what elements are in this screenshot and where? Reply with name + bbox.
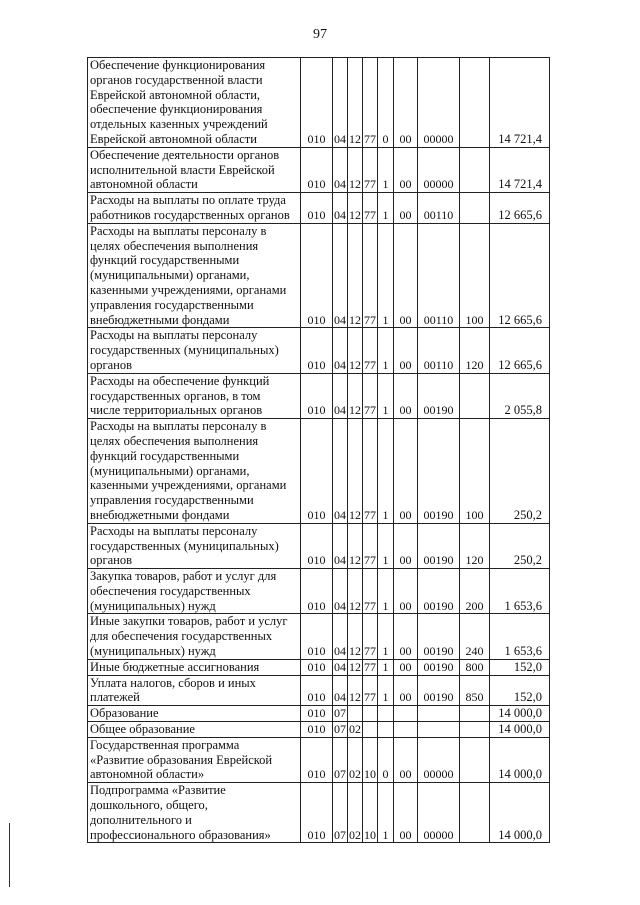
table-row	[88, 737, 550, 782]
row-name-line: Расходы на обеспечение функций	[90, 373, 270, 388]
code-gr: 010	[301, 783, 333, 843]
table-row	[88, 523, 550, 568]
code-rz: 07	[333, 783, 348, 843]
code-p2: 1	[378, 659, 394, 675]
code-p4: 00000	[418, 58, 460, 148]
code-p3: 00	[394, 614, 418, 659]
row-name-line: Иные закупки товаров, работ и услуг	[90, 614, 288, 629]
row-amount: 12 665,6	[490, 328, 550, 373]
row-name-line: Расходы на выплаты персоналу	[90, 328, 258, 343]
row-amount: 250,2	[490, 523, 550, 568]
row-name-line: органов	[90, 553, 133, 568]
code-p1: 77	[363, 328, 378, 373]
code-rz: 07	[334, 722, 346, 737]
row-name-line: целях обеспечения выполнения	[90, 433, 259, 448]
row-name-line: (муниципальными) органами,	[90, 268, 250, 283]
code-rz: 04	[333, 193, 348, 224]
row-name-line: государственных органов, в том	[90, 388, 261, 403]
row-name	[88, 373, 301, 418]
code-pr: 12	[348, 419, 363, 524]
row-name-line: Образование	[90, 706, 159, 721]
code-p2	[378, 722, 394, 738]
code-gr: 010	[301, 193, 333, 224]
code-p1: 77	[363, 675, 378, 706]
row-name-line: дошкольного, общего,	[90, 798, 208, 813]
row-name	[88, 737, 301, 782]
code-pr: 02	[349, 722, 361, 737]
code-gr: 010	[301, 722, 333, 738]
code-p2: 1	[378, 523, 394, 568]
row-name-line: (муниципальных) нужд	[90, 644, 216, 659]
row-name-line: управления государственными	[90, 493, 254, 508]
row-name-line: Обеспечение деятельности органов	[90, 147, 280, 162]
code-p2: 1	[378, 419, 394, 524]
row-name	[88, 147, 301, 192]
code-vr	[460, 737, 490, 782]
row-name-line: (муниципальных) нужд	[90, 598, 216, 613]
row-name-line: Еврейской автономной области,	[90, 87, 261, 102]
code-p4: 00190	[418, 419, 460, 524]
row-name-line: казенными учреждениями, органами	[90, 478, 287, 493]
table-body	[88, 58, 550, 843]
code-p1: 10	[363, 737, 378, 782]
code-vr	[460, 147, 490, 192]
code-pr: 12	[348, 569, 363, 614]
code-p4: 00190	[418, 523, 460, 568]
row-name-line: обеспечение функционирования	[90, 102, 263, 117]
code-p4: 00190	[418, 569, 460, 614]
row-name-line: функций государственными	[90, 448, 240, 463]
table-row	[88, 722, 550, 738]
row-name-line: профессионального образования»	[90, 827, 271, 842]
row-name-line: казенными учреждениями, органами	[90, 282, 287, 297]
row-amount: 1 653,6	[490, 569, 550, 614]
code-vr	[460, 722, 490, 738]
row-name-line: внебюджетными фондами	[90, 312, 230, 327]
code-vr	[460, 58, 490, 148]
code-vr	[460, 373, 490, 418]
table-row	[88, 328, 550, 373]
code-p2: 1	[378, 783, 394, 843]
code-pr: 12	[348, 58, 363, 148]
code-gr: 010	[301, 58, 333, 148]
row-name	[88, 523, 301, 568]
row-name	[88, 223, 301, 328]
code-rz: 04	[334, 659, 346, 674]
row-name-line: платежей	[90, 690, 140, 705]
row-name-line: Расходы на выплаты персоналу в	[90, 223, 267, 238]
code-rz: 04	[333, 373, 348, 418]
row-name	[88, 783, 301, 843]
code-gr: 010	[301, 223, 333, 328]
row-name	[88, 569, 301, 614]
code-vr: 850	[460, 675, 490, 706]
code-rz: 04	[333, 675, 348, 706]
code-p3: 00	[394, 783, 418, 843]
row-name	[88, 193, 301, 224]
row-name	[88, 614, 301, 659]
code-pr: 12	[349, 659, 361, 674]
row-name-line: Расходы на выплаты персоналу	[90, 523, 258, 538]
row-amount: 14 000,0	[490, 722, 550, 738]
row-name	[88, 58, 301, 148]
code-p3: 00	[394, 373, 418, 418]
code-p1: 77	[363, 193, 378, 224]
code-p4	[418, 722, 460, 738]
row-name-line: управления государственными	[90, 297, 254, 312]
code-p1: 77	[363, 523, 378, 568]
row-name-line: (муниципальными) органами,	[90, 463, 250, 478]
code-vr	[460, 706, 490, 722]
row-name-line: Уплата налогов, сборов и иных	[90, 675, 256, 690]
row-name-line: автономной области	[90, 177, 198, 192]
row-name-line: отдельных казенных учреждений	[90, 117, 268, 132]
row-amount: 12 665,6	[490, 193, 550, 224]
code-p2	[378, 706, 394, 722]
code-vr: 200	[460, 569, 490, 614]
row-name	[88, 419, 301, 524]
code-p4	[418, 706, 460, 722]
code-rz: 07	[334, 706, 346, 721]
row-amount: 14 000,0	[490, 737, 550, 782]
row-amount: 14 721,4	[490, 147, 550, 192]
table-row	[88, 373, 550, 418]
row-name-line: Иные бюджетные ассигнования	[90, 659, 260, 674]
code-p2: 1	[378, 675, 394, 706]
code-p4: 00000	[418, 147, 460, 192]
row-name	[88, 328, 301, 373]
code-rz: 04	[333, 58, 348, 148]
code-pr: 12	[348, 675, 363, 706]
code-p2: 0	[378, 58, 394, 148]
table-row	[88, 675, 550, 706]
code-gr: 010	[301, 569, 333, 614]
code-p4: 00190	[418, 675, 460, 706]
table-row	[88, 706, 550, 722]
code-gr: 010	[301, 373, 333, 418]
code-p4: 00190	[418, 373, 460, 418]
budget-table	[87, 57, 550, 843]
code-pr: 12	[348, 614, 363, 659]
code-p4: 00190	[418, 659, 460, 675]
code-pr: 12	[348, 193, 363, 224]
code-rz: 07	[333, 737, 348, 782]
code-rz: 04	[333, 523, 348, 568]
row-name-line: государственных (муниципальных)	[90, 538, 279, 553]
row-amount: 14 000,0	[490, 706, 550, 722]
code-pr: 02	[348, 737, 363, 782]
row-amount: 14 721,4	[490, 58, 550, 148]
code-p3: 00	[394, 58, 418, 148]
code-pr: 12	[348, 373, 363, 418]
code-p3: 00	[394, 659, 418, 675]
code-p4: 00000	[418, 737, 460, 782]
code-p1	[363, 722, 378, 738]
row-name-line: Государственная программа	[90, 737, 240, 752]
row-name-line: Расходы на выплаты персоналу в	[90, 419, 267, 434]
row-name-line: автономной области»	[90, 767, 205, 782]
table-row	[88, 147, 550, 192]
table-row	[88, 223, 550, 328]
code-p2: 1	[378, 193, 394, 224]
row-name-line: Обеспечение функционирования	[90, 58, 266, 72]
code-p3: 00	[394, 523, 418, 568]
code-p2: 1	[378, 373, 394, 418]
code-vr: 120	[460, 328, 490, 373]
row-name-line: Общее образование	[90, 722, 195, 737]
code-p3	[394, 722, 418, 738]
row-amount: 250,2	[490, 419, 550, 524]
row-name-line: «Развитие образования Еврейской	[90, 752, 273, 767]
code-pr: 12	[348, 147, 363, 192]
table-row	[88, 58, 550, 148]
code-p2: 1	[378, 328, 394, 373]
table-row	[88, 569, 550, 614]
code-p1: 77	[363, 614, 378, 659]
code-p1: 77	[363, 373, 378, 418]
code-rz: 04	[333, 419, 348, 524]
code-pr	[348, 706, 363, 722]
table-row	[88, 614, 550, 659]
row-name	[88, 659, 301, 675]
code-p4: 00190	[418, 614, 460, 659]
table-row	[88, 419, 550, 524]
row-name-line: функций государственными	[90, 253, 240, 268]
code-vr	[460, 783, 490, 843]
code-rz: 04	[333, 614, 348, 659]
code-p1: 77	[363, 223, 378, 328]
row-amount: 14 000,0	[490, 783, 550, 843]
code-gr: 010	[301, 675, 333, 706]
code-vr	[460, 193, 490, 224]
row-name-line: работников государственных органов	[90, 207, 290, 222]
code-p3: 00	[394, 419, 418, 524]
table-row	[88, 193, 550, 224]
row-amount: 1 653,6	[490, 614, 550, 659]
code-rz: 04	[333, 223, 348, 328]
code-p3: 00	[394, 328, 418, 373]
code-p1: 77	[363, 58, 378, 148]
code-p1: 77	[364, 659, 376, 674]
code-p2: 1	[378, 614, 394, 659]
code-p1: 77	[363, 419, 378, 524]
code-gr: 010	[301, 419, 333, 524]
row-amount: 12 665,6	[490, 223, 550, 328]
row-name-line: Закупка товаров, работ и услуг для	[90, 569, 277, 584]
table-row	[88, 659, 550, 675]
margin-mark	[9, 823, 10, 887]
code-p3	[394, 706, 418, 722]
code-gr: 010	[301, 659, 333, 675]
code-p4: 00000	[418, 783, 460, 843]
code-vr: 240	[460, 614, 490, 659]
code-vr: 800	[460, 659, 490, 675]
code-gr: 010	[301, 706, 333, 722]
code-p1: 77	[363, 147, 378, 192]
code-pr: 12	[348, 328, 363, 373]
code-p4: 00110	[418, 328, 460, 373]
code-rz: 04	[333, 569, 348, 614]
code-gr: 010	[301, 523, 333, 568]
code-p3: 00	[394, 147, 418, 192]
row-amount: 152,0	[490, 659, 550, 675]
code-gr: 010	[301, 737, 333, 782]
code-p3: 00	[394, 737, 418, 782]
row-name-line: органов государственной власти	[90, 72, 263, 87]
row-name-line: исполнительной власти Еврейской	[90, 162, 275, 177]
code-p3: 00	[394, 569, 418, 614]
page-number: 97	[313, 27, 327, 42]
row-name-line: целях обеспечения выполнения	[90, 238, 259, 253]
code-p1	[363, 706, 378, 722]
row-name-line: для обеспечения государственных	[90, 629, 273, 644]
code-p3: 00	[394, 193, 418, 224]
code-p1: 10	[363, 783, 378, 843]
code-p4: 00110	[418, 193, 460, 224]
row-amount: 2 055,8	[490, 373, 550, 418]
code-p3: 00	[394, 675, 418, 706]
code-rz: 04	[333, 147, 348, 192]
row-name-line: обеспечения государственных	[90, 583, 251, 598]
row-name-line: Расходы на выплаты по оплате труда	[90, 193, 286, 208]
row-name-line: органов	[90, 357, 133, 372]
code-p2: 1	[378, 147, 394, 192]
row-name	[88, 722, 301, 738]
code-pr: 02	[348, 783, 363, 843]
row-amount: 152,0	[490, 675, 550, 706]
code-p3: 00	[394, 223, 418, 328]
row-name-line: дополнительного и	[90, 812, 192, 827]
row-name-line: Еврейской автономной области	[90, 131, 257, 146]
code-p4: 00110	[418, 223, 460, 328]
code-p2: 1	[378, 569, 394, 614]
code-p1: 77	[363, 569, 378, 614]
code-p2: 0	[378, 737, 394, 782]
code-gr: 010	[301, 614, 333, 659]
row-name-line: государственных (муниципальных)	[90, 343, 279, 358]
code-vr: 100	[460, 223, 490, 328]
code-vr: 120	[460, 523, 490, 568]
row-name-line: внебюджетными фондами	[90, 507, 230, 522]
code-p2: 1	[378, 223, 394, 328]
table-row	[88, 783, 550, 843]
code-pr: 12	[348, 523, 363, 568]
row-name	[88, 675, 301, 706]
code-rz: 04	[333, 328, 348, 373]
row-name-line: числе территориальных органов	[90, 403, 263, 418]
row-name-line: Подпрограмма «Развитие	[90, 783, 226, 798]
row-name	[88, 706, 301, 722]
code-gr: 010	[301, 328, 333, 373]
code-vr: 100	[460, 419, 490, 524]
code-pr: 12	[348, 223, 363, 328]
code-gr: 010	[301, 147, 333, 192]
